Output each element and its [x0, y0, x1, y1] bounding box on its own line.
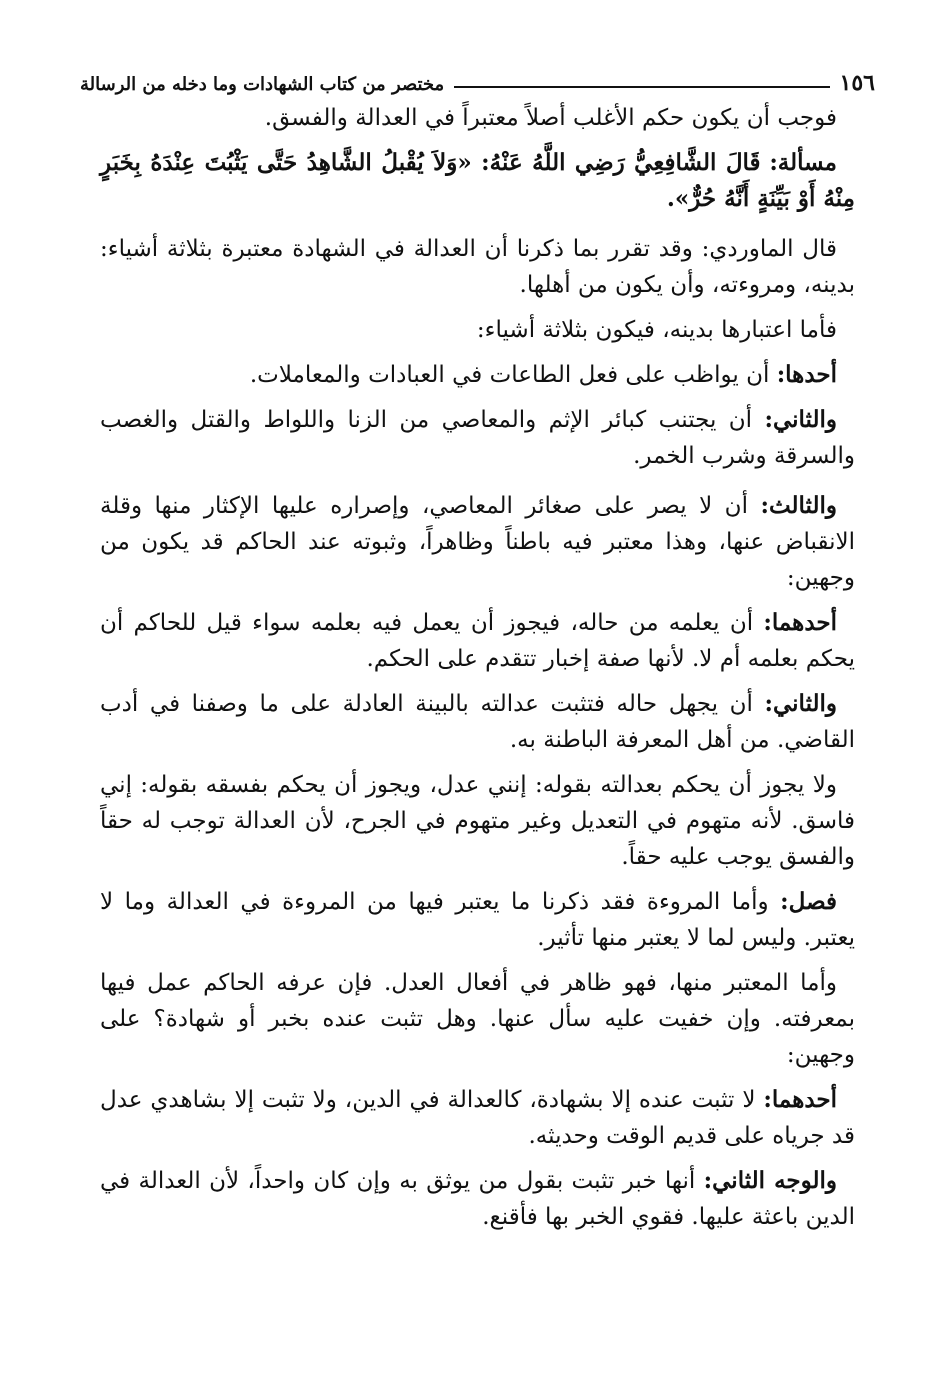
paragraph-text: وأما المعتبر منها، فهو ظاهر في أفعال العدل. فإن عرفه الحاكم عمل فيها بمعرفته. وإن خفيت عليه سأل عنها. وهل تثبت عنده بخبر أو شهادة؟ على وجهين: — [100, 970, 855, 1068]
paragraph — [100, 965, 855, 1073]
paragraph — [100, 605, 855, 677]
paragraph-text: قال الماوردي: وقد تقرر بما ذكرنا أن العدالة في الشهادة معتبرة بثلاثة أشياء: بدينه، ومروءته، وأن يكون من أهلها. — [100, 236, 855, 298]
paragraph — [100, 1082, 855, 1154]
paragraph-text: قَالَ الشَّافِعِيُّ رَضِي اللَّهُ عَنْهُ: «وَلاَ يُقْبلُ الشَّاهِدُ حَتَّى يَثْبُتَ عِنْدَهُ بِخَبَرٍ مِنْهُ أَوْ بَيِّنَةٍ أَنَّهُ حُرٌّ». — [100, 149, 855, 212]
paragraph-label: أحدهما: — [763, 609, 837, 636]
paragraph-text: أن يعلمه من حاله، فيجوز أن يعمل فيه بعلمه سواء قيل للحاكم أن يحكم بعلمه أم لا. لأنها صفة إخبار تتقدم على الحكم. — [100, 610, 855, 672]
paragraph-label: والثاني: — [764, 690, 838, 717]
paragraph — [100, 312, 855, 348]
page-body — [100, 100, 855, 1244]
paragraph-label: والوجه الثاني: — [703, 1167, 837, 1194]
paragraph-fasl — [100, 884, 855, 956]
header-rule — [454, 86, 829, 88]
paragraph-text: أنها خبر تثبت بقول من يوثق به وإن كان واحداً، لأن العدالة في الدين باعثة عليها. فقوي الخبر بها فأقنع. — [100, 1168, 855, 1230]
paragraph — [100, 231, 855, 303]
paragraph — [100, 488, 855, 596]
running-header — [80, 58, 875, 94]
paragraph-text: أن لا يصر على صغائر المعاصي، وإصراره عليها الإكثار منها وقلة الانقباض عنها، وهذا معتبر فيه باطناً وظاهراً، وثبوته عند الحاكم قد يكون من وجهين: — [100, 493, 855, 591]
paragraph-label: مسألة: — [769, 149, 837, 176]
paragraph-label: والثاني: — [764, 406, 837, 433]
paragraph-text: أن يواظب على فعل الطاعات في العبادات والمعاملات. — [249, 362, 770, 388]
page-number: ١٥٦ — [839, 70, 875, 96]
paragraph-text: ولا يجوز أن يحكم بعدالته بقوله: إنني عدل، ويجوز أن يحكم بفسقه بقوله: إني فاسق. لأنه متهوم في التعديل وغير متهوم في الجرح، لأن العدالة توجب له حقاً والفسق يوجب عليه حقاً. — [100, 772, 855, 870]
paragraph — [100, 357, 855, 393]
paragraph-masala — [100, 145, 855, 217]
paragraph-text: فأما اعتبارها بدينه، فيكون بثلاثة أشياء: — [476, 317, 837, 343]
paragraph-label: أحدها: — [776, 361, 837, 388]
paragraph — [100, 767, 855, 875]
paragraph-text: لا تثبت عنده إلا بشهادة، كالعدالة في الدين، ولا تثبت إلا بشاهدي عدل قد جرياه على قديم الوقت وحديثه. — [100, 1087, 855, 1149]
paragraph — [100, 1163, 855, 1235]
paragraph-label: والثالث: — [760, 492, 837, 519]
paragraph-label: فصل: — [780, 888, 838, 915]
paragraph — [100, 100, 855, 136]
paragraph-text: فوجب أن يكون حكم الأغلب أصلاً معتبراً في العدالة والفسق. — [264, 105, 837, 131]
paragraph-text: أن يجتنب كبائر الإثم والمعاصي من الزنا واللواط والقتل والغصب والسرقة وشرب الخمر. — [100, 407, 855, 469]
paragraph-label: أحدهما: — [763, 1086, 838, 1113]
paragraph-text: وأما المروءة فقد ذكرنا ما يعتبر فيها من المروءة في العدالة وما لا يعتبر. وليس لما لا يعتبر منها تأثير. — [100, 889, 855, 951]
paragraph-text: أن يجهل حاله فتثبت عدالته بالبينة العادلة على ما وصفنا في أدب القاضي. من أهل المعرفة الباطنة به. — [100, 691, 855, 753]
paragraph — [100, 402, 855, 474]
paragraph — [100, 686, 855, 758]
running-title: مختصر من كتاب الشهادات وما دخله من الرسالة — [80, 74, 445, 95]
